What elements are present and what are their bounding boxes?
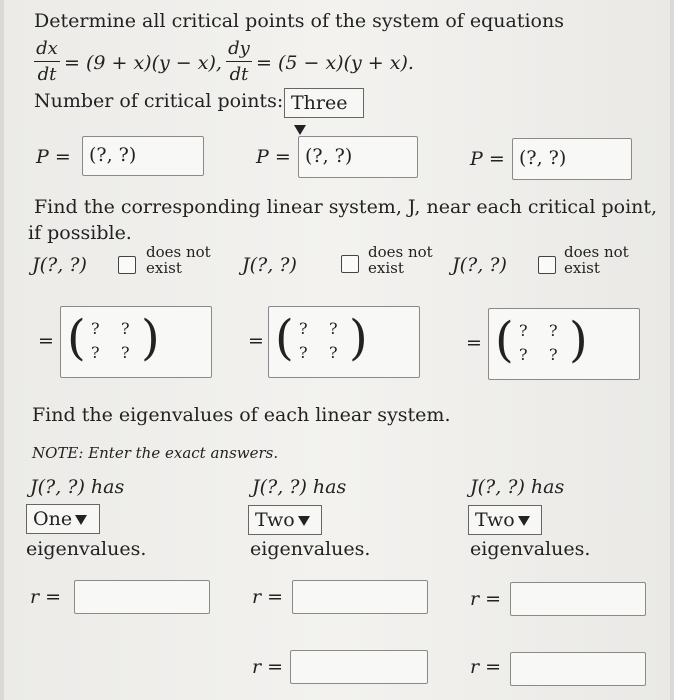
point-2-label: P = bbox=[256, 146, 291, 168]
jacobian-1-label: J(?, ?) bbox=[32, 254, 87, 276]
point-2-value: (?, ?) bbox=[305, 145, 353, 167]
jacobian-2-label: J(?, ?) bbox=[242, 254, 297, 276]
dropdown-arrow-icon bbox=[75, 515, 87, 525]
eigen-1-r-label: r = bbox=[30, 586, 62, 608]
point-1-input[interactable] bbox=[82, 136, 204, 176]
dropdown-arrow-icon bbox=[518, 516, 530, 526]
eigen-2-label: J(?, ?) has bbox=[252, 476, 347, 498]
eigen-3-r2-label: r = bbox=[470, 656, 502, 678]
eigen-1-after: eigenvalues. bbox=[26, 538, 147, 560]
dropdown-arrow-icon bbox=[298, 516, 310, 526]
matrix-1-a21: ? bbox=[91, 343, 100, 362]
point-2-input[interactable] bbox=[298, 136, 418, 178]
eigen-3-r1-input[interactable] bbox=[510, 582, 646, 616]
dropdown-arrow-icon bbox=[294, 125, 306, 135]
right-paren-icon: ) bbox=[569, 312, 588, 368]
dt-denominator: dt bbox=[37, 64, 57, 85]
dne-label-1 bbox=[146, 244, 211, 276]
dne-checkbox-1[interactable] bbox=[118, 256, 136, 274]
matrix-3-a22: ? bbox=[549, 345, 558, 364]
matrix-2-a22: ? bbox=[329, 343, 338, 362]
matrix-3-input[interactable] bbox=[488, 308, 640, 380]
equals-1: = bbox=[38, 330, 54, 352]
matrix-1-a22: ? bbox=[121, 343, 130, 362]
linear-prompt-line2: if possible. bbox=[28, 222, 132, 244]
dne-label-3 bbox=[564, 244, 629, 276]
equals-3: = bbox=[466, 332, 482, 354]
dne-3-line2: exist bbox=[564, 259, 600, 277]
dne-1-line2: exist bbox=[146, 259, 182, 277]
matrix-3-a21: ? bbox=[519, 345, 528, 364]
equation-2-rhs: = (5 − x)(y + x). bbox=[256, 52, 414, 74]
eigen-1-count-select[interactable] bbox=[26, 504, 100, 534]
dt-denominator-2: dt bbox=[229, 64, 249, 85]
eigen-prompt: Find the eigenvalues of each linear system. bbox=[32, 404, 451, 426]
eigen-2-r2-input[interactable] bbox=[290, 650, 428, 684]
eigen-2-r2-label: r = bbox=[252, 656, 284, 678]
eigen-2-r1-input[interactable] bbox=[292, 580, 428, 614]
eigen-2-count-value: Two bbox=[255, 509, 295, 531]
point-1-value: (?, ?) bbox=[89, 144, 137, 166]
jacobian-3-label: J(?, ?) bbox=[452, 254, 507, 276]
matrix-2-input[interactable] bbox=[268, 306, 420, 378]
eigen-3-r1-label: r = bbox=[470, 588, 502, 610]
dx-numerator: dx bbox=[36, 38, 58, 59]
dy-dt-fraction bbox=[226, 38, 252, 85]
eigen-2-r1-label: r = bbox=[252, 586, 284, 608]
point-3-label: P = bbox=[470, 148, 505, 170]
eigen-2-count-select[interactable] bbox=[248, 505, 322, 535]
dne-1-line1: does not bbox=[146, 243, 211, 261]
dne-checkbox-3[interactable] bbox=[538, 256, 556, 274]
matrix-1-a11: ? bbox=[91, 319, 100, 338]
matrix-3-a11: ? bbox=[519, 321, 528, 340]
matrix-2-a11: ? bbox=[299, 319, 308, 338]
dne-3-line1: does not bbox=[564, 243, 629, 261]
right-paren-icon: ) bbox=[141, 310, 160, 366]
dne-2-line1: does not bbox=[368, 243, 433, 261]
eigen-3-after: eigenvalues. bbox=[470, 538, 591, 560]
eigen-1-count-value: One bbox=[33, 508, 73, 530]
eigen-note: NOTE: Enter the exact answers. bbox=[32, 444, 279, 462]
eigen-1-r-input[interactable] bbox=[74, 580, 210, 614]
eigen-3-label: J(?, ?) has bbox=[470, 476, 565, 498]
dy-numerator: dy bbox=[228, 38, 250, 59]
dne-2-line2: exist bbox=[368, 259, 404, 277]
point-3-input[interactable] bbox=[512, 138, 632, 180]
num-critical-points-value: Three bbox=[291, 92, 348, 114]
matrix-2-a12: ? bbox=[329, 319, 338, 338]
num-critical-points-select[interactable] bbox=[284, 88, 364, 118]
matrix-3-a12: ? bbox=[549, 321, 558, 340]
left-paren-icon: ( bbox=[275, 310, 294, 366]
eigen-2-after: eigenvalues. bbox=[250, 538, 371, 560]
eigen-3-r2-input[interactable] bbox=[510, 652, 646, 686]
equals-2: = bbox=[248, 330, 264, 352]
right-paren-icon: ) bbox=[349, 310, 368, 366]
linear-prompt-line1: Find the corresponding linear system, J, near each critical point, bbox=[34, 196, 658, 218]
dne-label-2 bbox=[368, 244, 433, 276]
matrix-1-input[interactable] bbox=[60, 306, 212, 378]
left-paren-icon: ( bbox=[67, 310, 86, 366]
equation-1-rhs: = (9 + x)(y − x), bbox=[64, 52, 222, 74]
dne-checkbox-2[interactable] bbox=[341, 255, 359, 273]
matrix-1-a12: ? bbox=[121, 319, 130, 338]
eigen-3-count-value: Two bbox=[475, 509, 515, 531]
num-critical-points-label: Number of critical points: bbox=[34, 90, 284, 112]
point-1-label: P = bbox=[36, 146, 71, 168]
dx-dt-fraction bbox=[34, 38, 60, 85]
intro-text: Determine all critical points of the system of equations bbox=[34, 10, 564, 32]
matrix-2-a21: ? bbox=[299, 343, 308, 362]
left-paren-icon: ( bbox=[495, 312, 514, 368]
eigen-3-count-select[interactable] bbox=[468, 505, 542, 535]
eigen-1-label: J(?, ?) has bbox=[30, 476, 125, 498]
point-3-value: (?, ?) bbox=[519, 147, 567, 169]
